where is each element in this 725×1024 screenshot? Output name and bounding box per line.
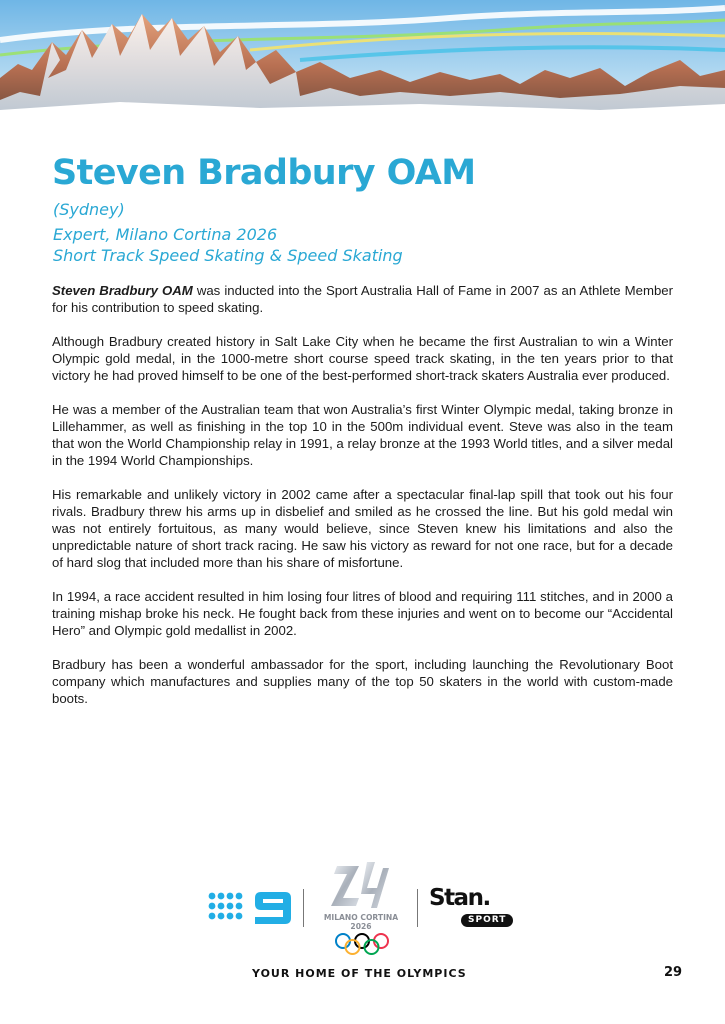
bio-paragraph-5: In 1994, a race accident resulted in him losing four litres of blood and requiring 111 stitches, and in 2000 a training mishap broke his neck. He fought back from these injuries and went on to become our “Accidental Hero” and Olympic gold medallist in 2002. — [52, 589, 673, 638]
sponsor-logos — [207, 858, 519, 958]
milano-cortina-line1: MILANO CORTINA — [323, 913, 399, 922]
milano-cortina-line2: 2026 — [350, 922, 372, 931]
stan-logo: Stan. — [429, 885, 490, 911]
bio-paragraph-1-text: was inducted into the Sport Australia Hall of Fame in 2007 as an Athlete Member for his contribution to speed skating. — [52, 283, 674, 315]
bio-paragraph-4: His remarkable and unlikely victory in 2002 came after a spectacular final-lap spill that took out his four rivals. Bradbury threw his arms up in disbelief and smiled as he crossed the line. But his gold medal win was not entirely fortuitous, as many would believe, since Steven knew his limitations and also the unpredictable nature of short track racing. He saw his victory as reward for not one race, but for a decade of hard slog that included more than his share of misfortune. — [52, 487, 673, 570]
stan-sport-badge: SPORT — [461, 914, 513, 927]
profile-role: Expert, Milano Cortina 2026 — [53, 225, 278, 244]
bio-name-bold: Steven Bradbury OAM — [52, 283, 193, 298]
page-number: 29 — [664, 965, 683, 980]
profile-sport: Short Track Speed Skating & Speed Skating — [53, 246, 403, 265]
logo-divider-right — [417, 889, 418, 927]
profile-location: (Sydney) — [53, 200, 125, 219]
mountain-banner — [0, 0, 725, 118]
footer-tagline: YOUR HOME OF THE OLYMPICS — [252, 967, 467, 980]
bio-paragraph-2: Although Bradbury created history in Salt Lake City when he became the first Australian to win a Winter Olympic gold medal, in the 1000-metre short course speed track skating, in the ten years prior to that victory he had proved himself to be one of the best-performed short-track skaters Australia ever produced. — [52, 334, 673, 383]
bio-paragraph-6: Bradbury has been a wonderful ambassador for the sport, including launching the Revolutionary Boot company which manufactures and supplies many of the top 50 skaters in the world with custom-made boots. — [52, 657, 673, 706]
profile-name: Steven Bradbury OAM — [52, 153, 476, 193]
logo-divider-left — [303, 889, 304, 927]
bio-paragraph-1 — [52, 282, 673, 316]
olympic-rings-icon — [334, 932, 390, 956]
bio-paragraph-3: He was a member of the Australian team that won Australia’s first Winter Olympic medal, taking bronze in Lillehammer, as well as finishing in the top 10 in the 500m individual event. Steve was also in the team that won the World Championship relay in 1991, a relay bronze at the 1993 World titles, and a silver medal in the 1994 World Championships. — [52, 402, 673, 468]
nine-network-logo-icon — [207, 888, 291, 928]
biography — [52, 282, 673, 724]
milano-cortina-emblem-icon — [315, 858, 407, 914]
milano-cortina-wordmark — [314, 913, 408, 931]
